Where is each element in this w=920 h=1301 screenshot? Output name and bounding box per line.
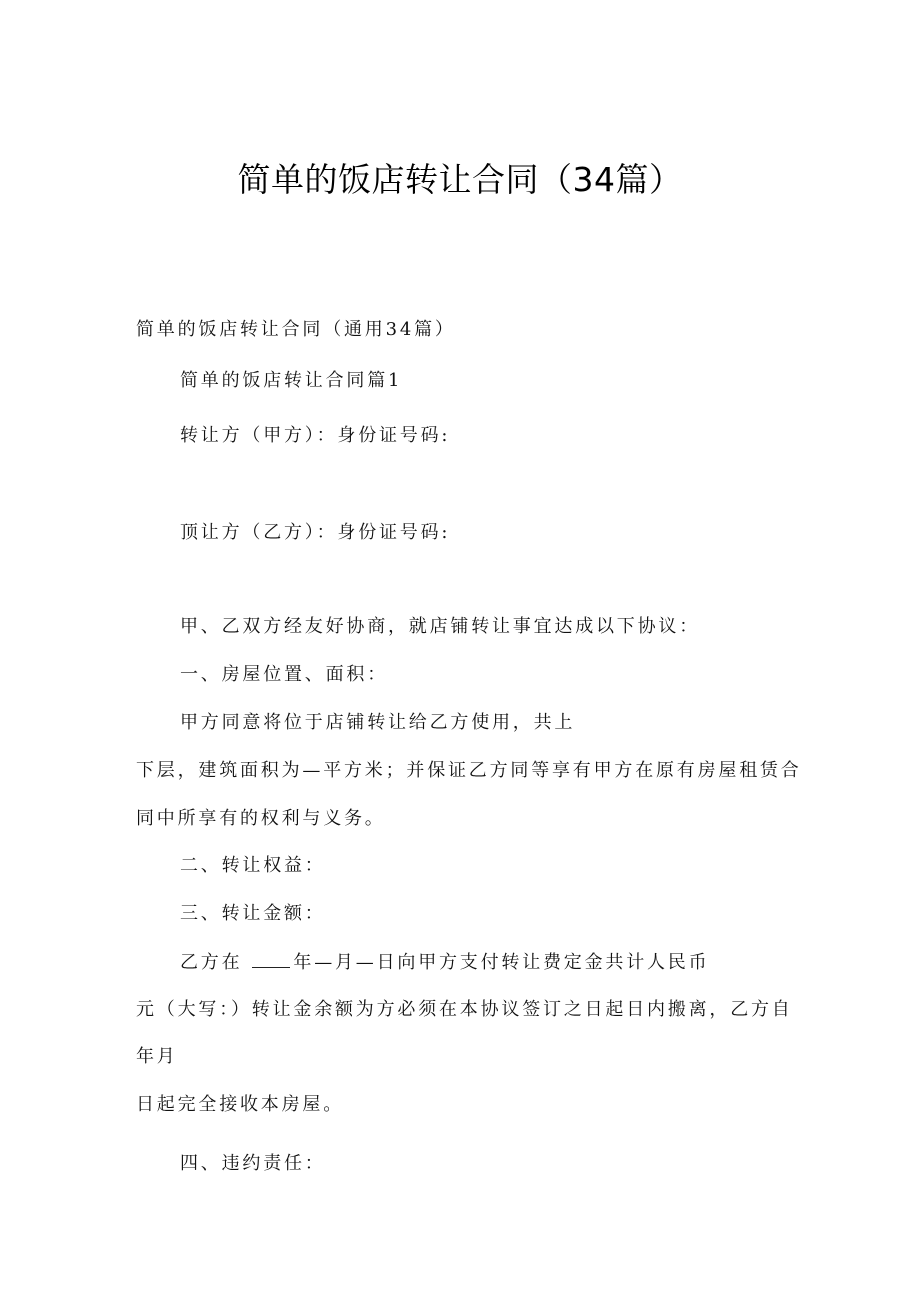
clause-3-text-line-3: 年月 [136, 1046, 178, 1067]
intro-paragraph: 甲、乙双方经友好协商，就店铺转让事宜达成以下协议： [180, 616, 700, 637]
clause-1-text-line-3: 同中所享有的权利与义务。 [136, 808, 386, 829]
blank-underline [252, 951, 290, 968]
clause-1-text-line-1: 甲方同意将位于店铺转让给乙方使用，共上 [180, 712, 576, 733]
clause-3-text-line-1 [180, 950, 709, 976]
clause-3-text-line-2: 元（大写：）转让金余额为方必须在本协议签订之日起日内搬离，乙方自 [136, 999, 793, 1020]
party-b-line: 顶让方（乙方）：身份证号码: [180, 522, 451, 543]
clause-3-text-line-4: 日起完全接收本房屋。 [136, 1094, 344, 1115]
clause-3-heading: 三、转让金额： [180, 903, 326, 924]
party-a-line: 转让方（甲方）：身份证号码: [180, 425, 451, 446]
document-subtitle: 简单的饭店转让合同（通用34篇） [136, 319, 456, 340]
document-title: 简单的饭店转让合同（34篇） [237, 160, 683, 199]
clause-2-heading: 二、转让权益： [180, 855, 326, 876]
section-heading: 简单的饭店转让合同篇1 [180, 370, 403, 391]
clause-4-heading: 四、违约责任： [180, 1153, 326, 1174]
clause-3-prefix: 乙方在 [180, 952, 243, 973]
clause-1-text-line-2: 下层，建筑面积为—平方米；并保证乙方同等享有甲方在原有房屋租赁合 [136, 760, 802, 781]
clause-1-heading: 一、房屋位置、面积： [180, 664, 388, 685]
clause-3-suffix: 年—月—日向甲方支付转让费定金共计人民币 [293, 952, 710, 973]
